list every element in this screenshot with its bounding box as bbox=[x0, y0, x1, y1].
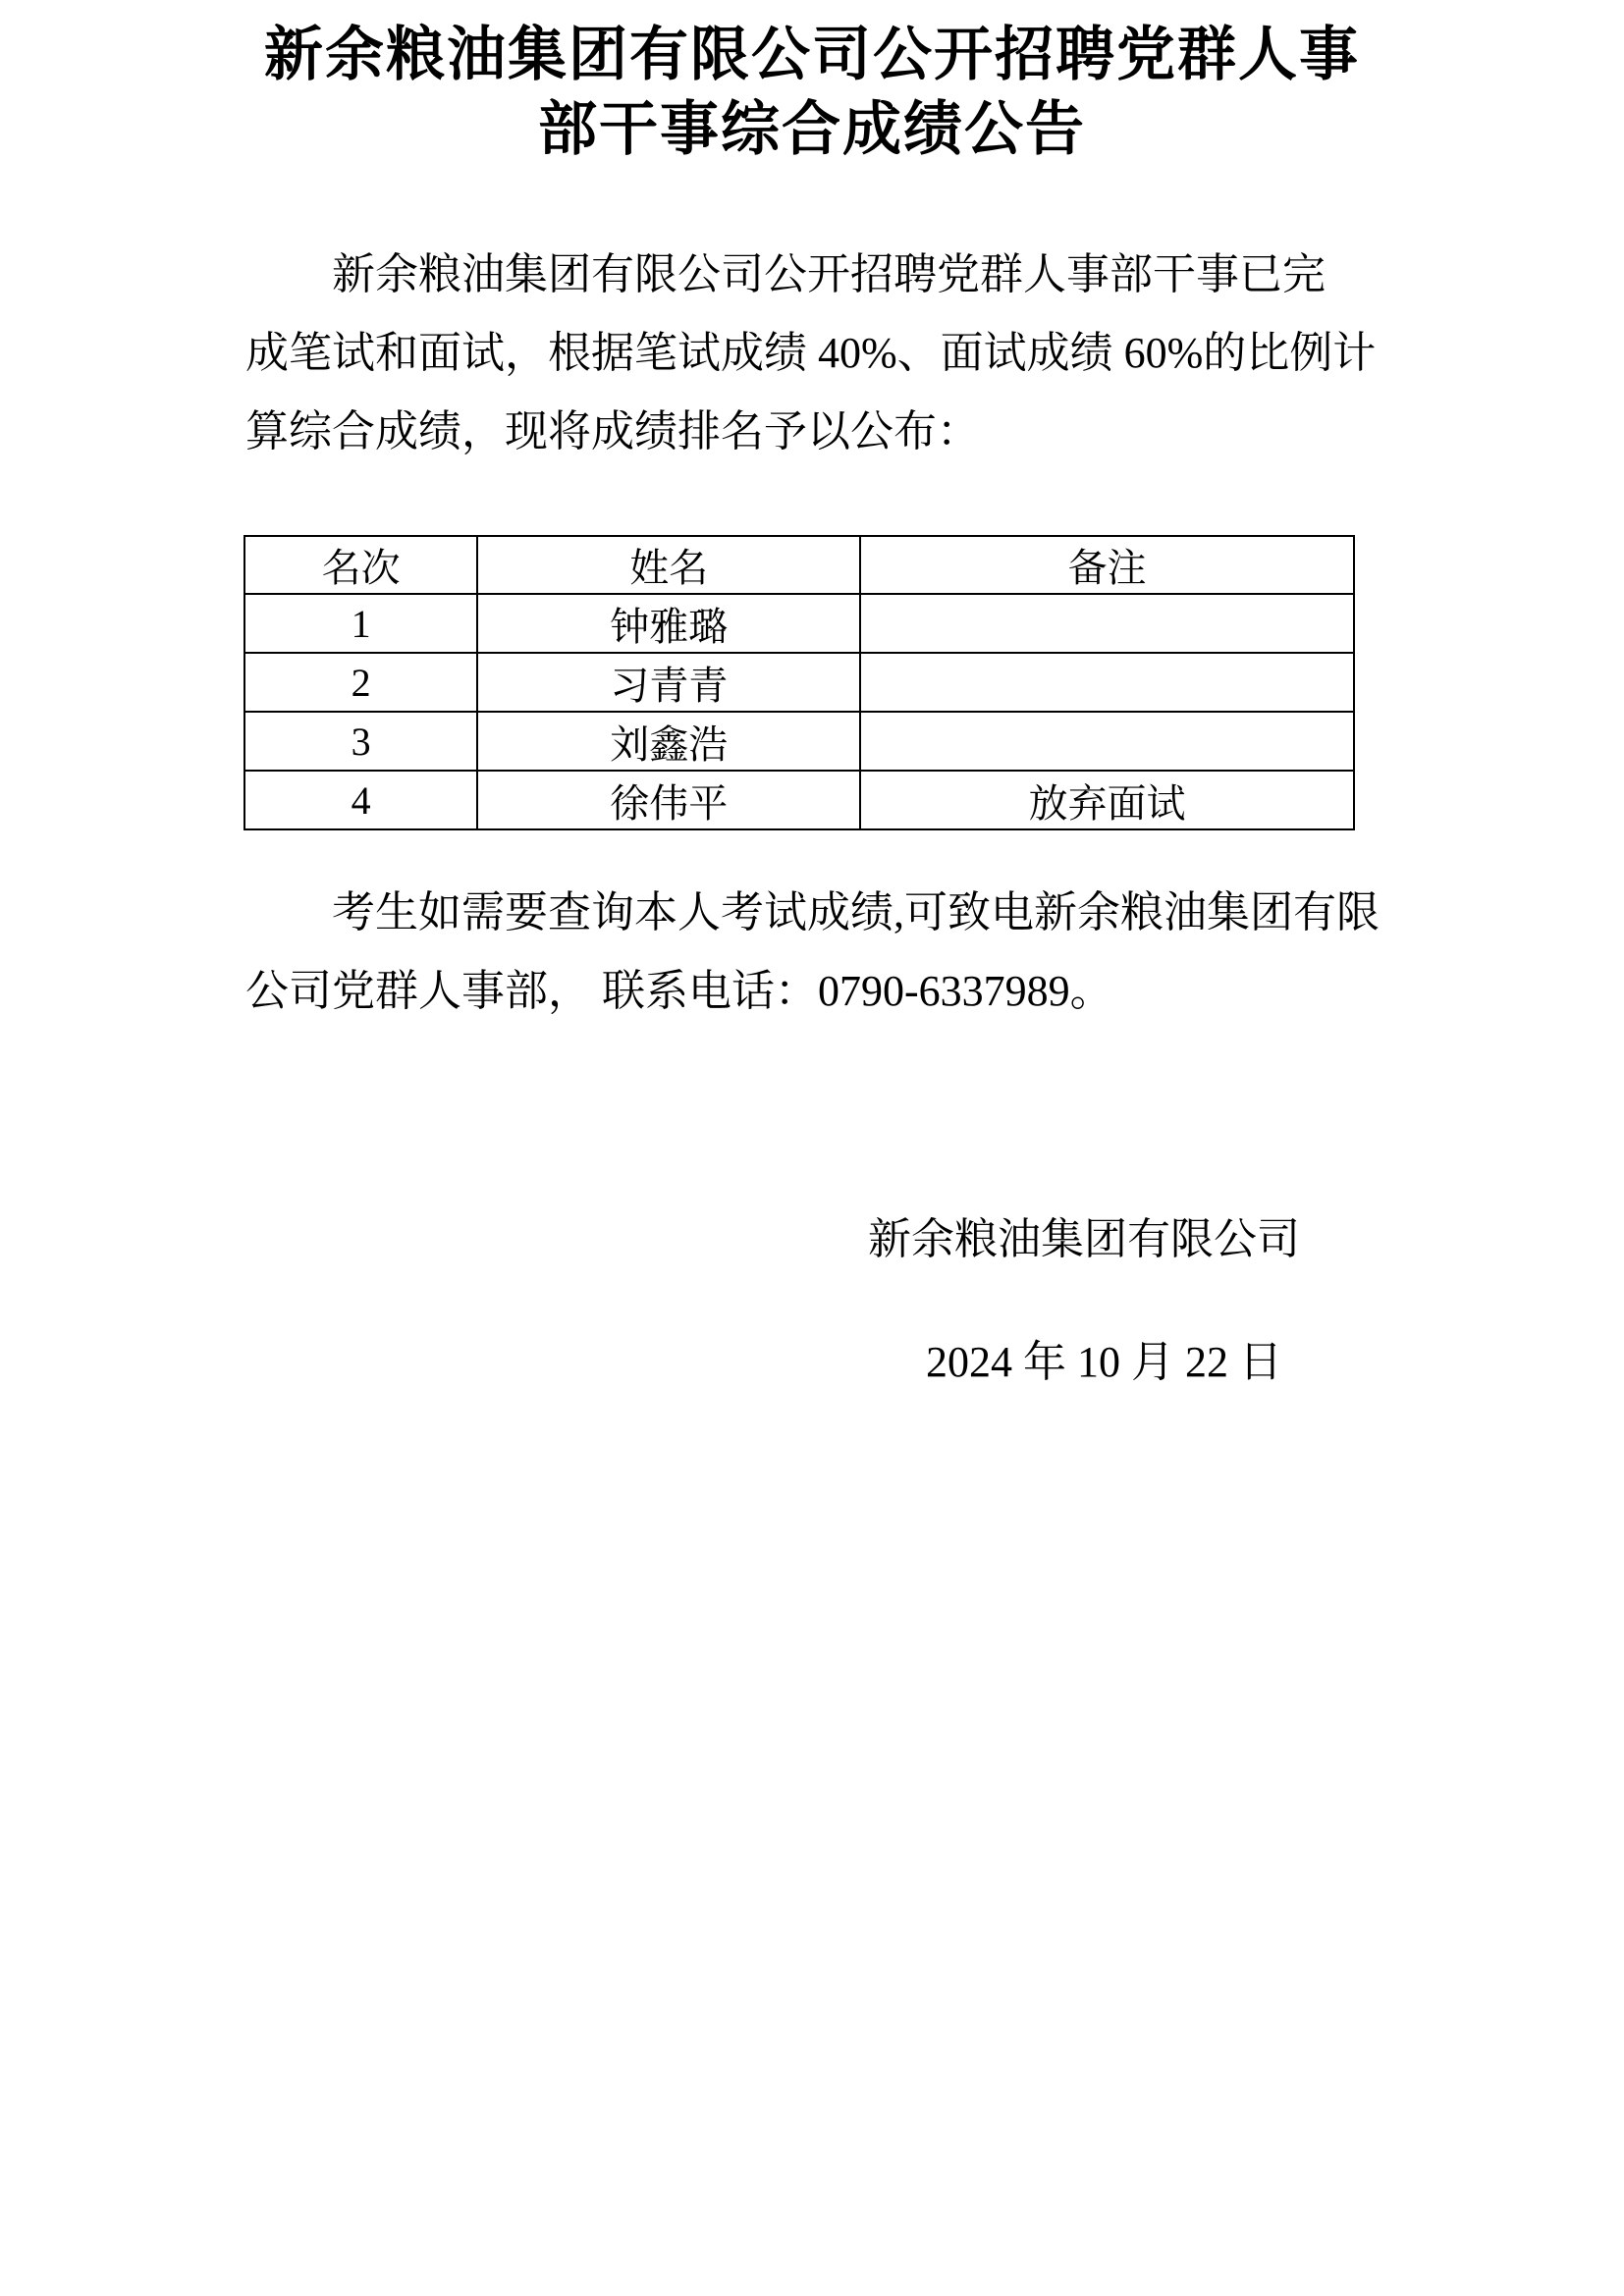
cell-name: 习青青 bbox=[477, 653, 860, 712]
cell-rank: 1 bbox=[244, 594, 477, 653]
signature-date: 2024 年 10 月 22 日 bbox=[926, 1338, 1282, 1386]
signature-company: 新余粮油集团有限公司 bbox=[868, 1215, 1300, 1263]
header-note: 备注 bbox=[860, 536, 1354, 594]
cell-note bbox=[860, 594, 1354, 653]
cell-note: 放弃面试 bbox=[860, 771, 1354, 829]
cell-note bbox=[860, 712, 1354, 771]
table-row bbox=[244, 771, 1354, 829]
table-header-row bbox=[244, 536, 1354, 594]
contact-line: 公司党群人事部， 联系电话：0790-6337989。 bbox=[245, 967, 1113, 1015]
intro-line: 新余粮油集团有限公司公开招聘党群人事部干事已完 bbox=[332, 250, 1326, 298]
cell-name: 徐伟平 bbox=[477, 771, 860, 829]
page-title-line2: 部干事综合成绩公告 bbox=[538, 97, 1086, 162]
contact-paragraph bbox=[245, 874, 1386, 1031]
page-title bbox=[0, 18, 1624, 167]
cell-rank: 2 bbox=[244, 653, 477, 712]
header-rank: 名次 bbox=[244, 536, 477, 594]
page-title-line1: 新余粮油集团有限公司公开招聘党群人事 bbox=[264, 23, 1360, 87]
intro-line: 算综合成绩，现将成绩排名予以公布： bbox=[245, 407, 980, 455]
intro-line: 成笔试和面试，根据笔试成绩 40%、面试成绩 60%的比例计 bbox=[245, 329, 1377, 377]
table-row bbox=[244, 712, 1354, 771]
cell-rank: 3 bbox=[244, 712, 477, 771]
intro-paragraph bbox=[245, 236, 1386, 471]
contact-line: 考生如需要查询本人考试成绩,可致电新余粮油集团有限 bbox=[332, 888, 1380, 936]
header-name: 姓名 bbox=[477, 536, 860, 594]
cell-name: 刘鑫浩 bbox=[477, 712, 860, 771]
table-row bbox=[244, 653, 1354, 712]
cell-name: 钟雅璐 bbox=[477, 594, 860, 653]
table-row bbox=[244, 594, 1354, 653]
cell-note bbox=[860, 653, 1354, 712]
cell-rank: 4 bbox=[244, 771, 477, 829]
results-table bbox=[244, 535, 1355, 830]
